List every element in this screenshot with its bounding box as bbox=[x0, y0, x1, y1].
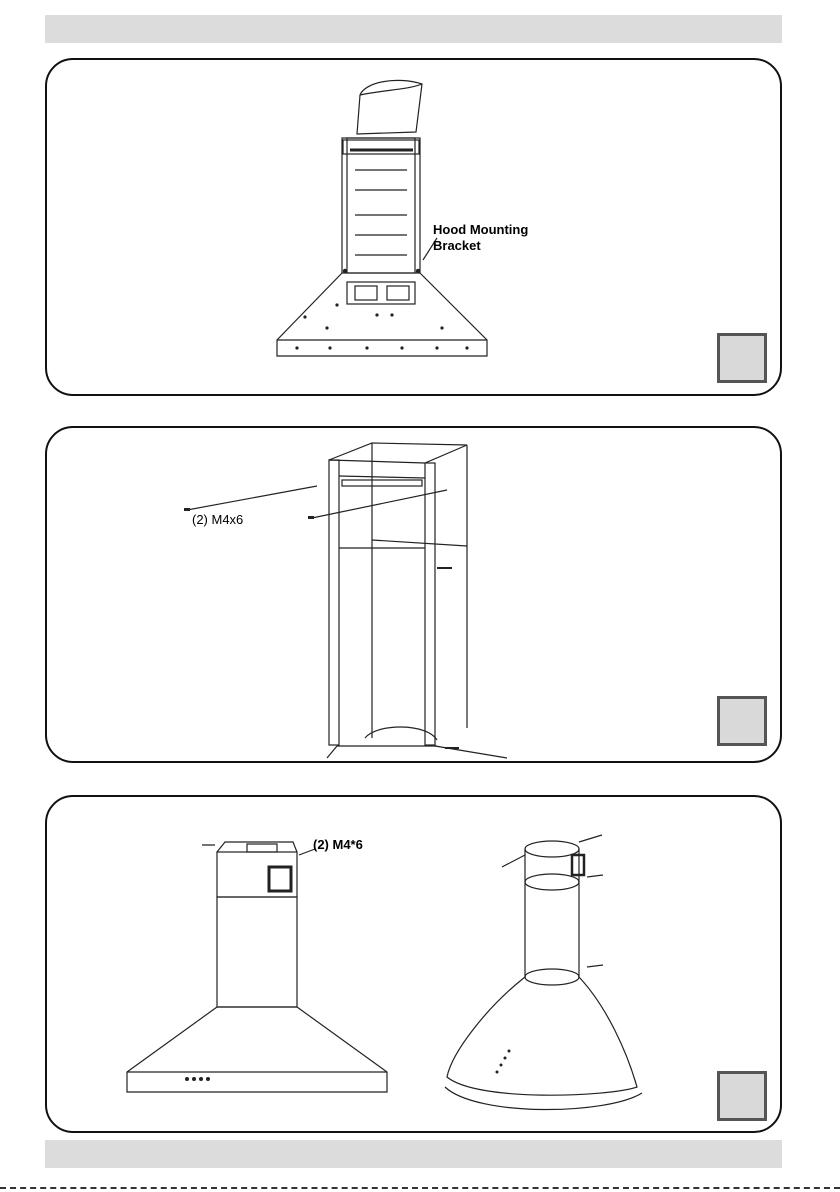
hood-bracket-illustration bbox=[47, 60, 780, 394]
step-panel-2 bbox=[45, 426, 782, 763]
step-number-box-3 bbox=[717, 1071, 767, 1121]
screws-m4x6-label: (2) M4x6 bbox=[192, 512, 244, 527]
screws-m4-6-label: (2) M4*6 bbox=[313, 837, 363, 852]
step-panel-3 bbox=[45, 795, 782, 1133]
header-bar bbox=[45, 15, 782, 43]
step-number-box-2 bbox=[717, 696, 767, 746]
hood-models-illustration bbox=[47, 797, 780, 1131]
chimney-screw-illustration bbox=[47, 428, 780, 761]
cut-line bbox=[0, 1187, 840, 1189]
step-number-box-1 bbox=[717, 333, 767, 383]
hood-mounting-bracket-label: Hood Mounting Bracket bbox=[433, 222, 529, 253]
step-panel-1 bbox=[45, 58, 782, 396]
footer-bar bbox=[45, 1140, 782, 1168]
